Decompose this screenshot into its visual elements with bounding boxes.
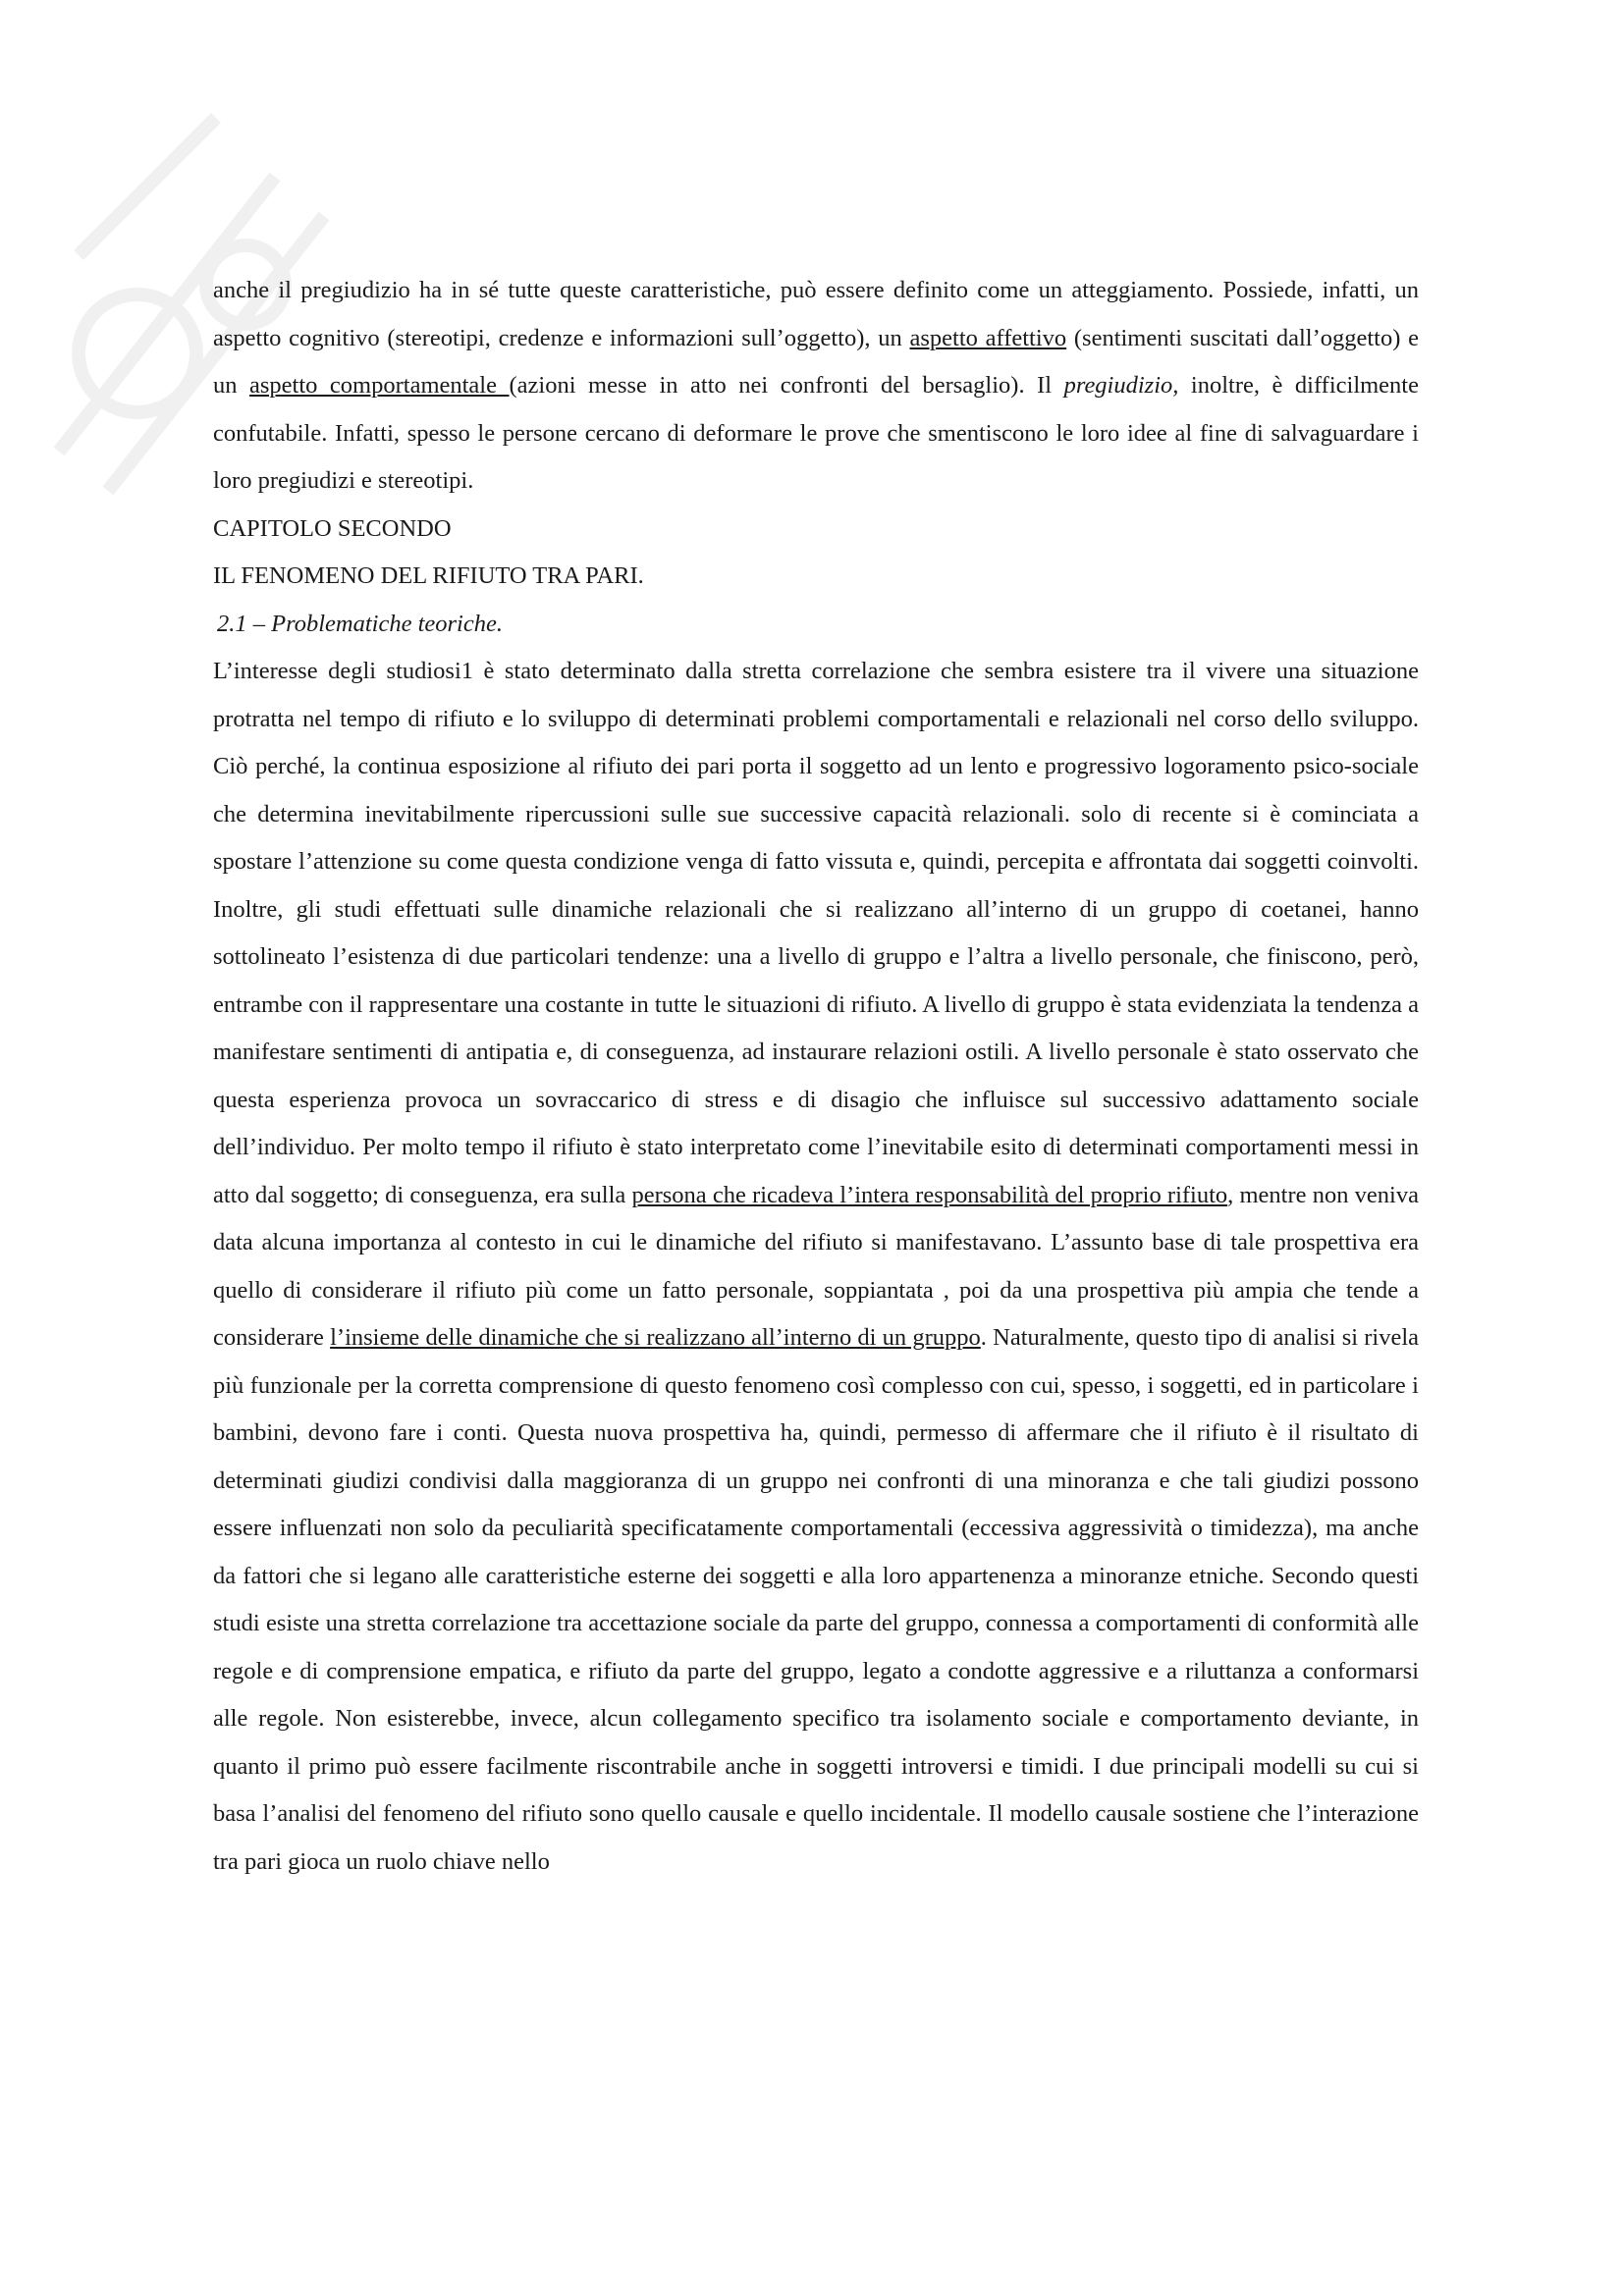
section-title: 2.1 – Problematiche teoriche.	[217, 610, 503, 637]
document-page	[213, 267, 1419, 1886]
text-run: anche il pregiudizio ha in sé tutte queste caratteristiche, può essere definito come un atteggiamento. Possiede, infatti, un aspetto cognitivo (stereotipi, credenze e informazioni sull’oggetto), un	[213, 277, 1419, 351]
chapter-title: IL FENOMENO DEL RIFIUTO TRA PARI.	[213, 562, 644, 589]
underlined-text: persona che ricadeva l’intera responsabilità del proprio rifiuto	[631, 1181, 1228, 1208]
chapter-label: CAPITOLO SECONDO	[213, 514, 452, 542]
underlined-text: aspetto affettivo	[909, 324, 1067, 351]
text-run: inoltre, è difficilmente confutabile. Infatti, spesso le persone cercano di deformare le prove che smentiscono le loro idee al fine di salvaguardare i loro pregiudizi e stereotipi.	[213, 372, 1419, 494]
text-run: (sentimenti suscitati dall’oggetto) e un	[213, 324, 1419, 399]
intro-paragraph	[213, 267, 1419, 506]
body-paragraph	[213, 648, 1419, 1886]
text-run: . Naturalmente, questo tipo di analisi si rivela più funzionale per la corretta comprensione di questo fenomeno così complesso con cui, spesso, i soggetti, ed in particolare i bambini, devono fare i conti. Questa nuova prospettiva ha, quindi, permesso di affermare che il rifiuto è il risultato di determinati giudizi condivisi dalla maggioranza di un gruppo nei confronti di una minoranza e che tali giudizi possono essere influenzati non solo da peculiarità specificatamente comportamentali (eccessiva aggressività o timidezza), ma anche da fattori che si legano alle caratteristiche esterne dei soggetti e alla loro appartenenza a minoranze etniche. Secondo questi studi esiste una stretta correlazione tra accettazione sociale da parte del gruppo, connessa a comportamenti di conformità alle regole e di comprensione empatica, e rifiuto da parte del gruppo, legato a condotte aggressive e a riluttanza a conformarsi alle regole. Non esisterebbe, invece, alcun collegamento specifico tra isolamento sociale e comportamento deviante, in quanto il primo può essere facilmente riscontrabile anche in soggetti introversi e timidi. I due principali modelli su cui si basa l’analisi del fenomeno del rifiuto sono quello causale e quello incidentale. Il modello causale sostiene che l’interazione tra pari gioca un ruolo chiave nello	[213, 1324, 1420, 1875]
italic-text: pregiudizio,	[1063, 372, 1179, 399]
text-run: (azioni messe in atto nei confronti del bersaglio). Il	[509, 372, 1064, 399]
text-run: L’interesse degli studiosi1 è stato determinato dalla stretta correlazione che sembra esistere tra il vivere una situazione protratta nel tempo di rifiuto e lo sviluppo di determinati problemi comportamentali e relazionali nel corso dello sviluppo. Ciò perché, la continua esposizione al rifiuto dei pari porta il soggetto ad un lento e progressivo logoramento psico-sociale che determina inevitabilmente ripercussioni sulle sue successive capacità relazionali. solo di recente si è cominciata a spostare l’attenzione su come questa condizione venga di fatto vissuta e, quindi, percepita e affrontata dai soggetti coinvolti. Inoltre, gli studi effettuati sulle dinamiche relazionali che si realizzano all’interno di un gruppo di coetanei, hanno sottolineato l’esistenza di due particolari tendenze: una a livello di gruppo e l’altra a livello personale, che finiscono, però, entrambe con il rappresentare una costante in tutte le situazioni di rifiuto. A livello di gruppo è stata evidenziata la tendenza a manifestare sentimenti di antipatia e, di conseguenza, ad instaurare relazioni ostili. A livello personale è stato osservato che questa esperienza provoca un sovraccarico di stress e di disagio che influisce sul successivo adattamento sociale dell’individuo. Per molto tempo il rifiuto è stato interpretato come l’inevitabile esito di determinati comportamenti messi in atto dal soggetto; di conseguenza, era sulla	[213, 658, 1419, 1208]
text-run: , mentre non veniva data alcuna importanza al contesto in cui le dinamiche del rifiuto si manifestavano. L’assunto base di tale prospettiva era quello di considerare il rifiuto più come un fatto personale, soppiantata , poi da una prospettiva più ampia che tende a considerare	[213, 1181, 1419, 1351]
underlined-text: l’insieme delle dinamiche che si realizzano all’interno di un gruppo	[330, 1324, 981, 1351]
underlined-text: aspetto comportamentale	[249, 372, 510, 399]
